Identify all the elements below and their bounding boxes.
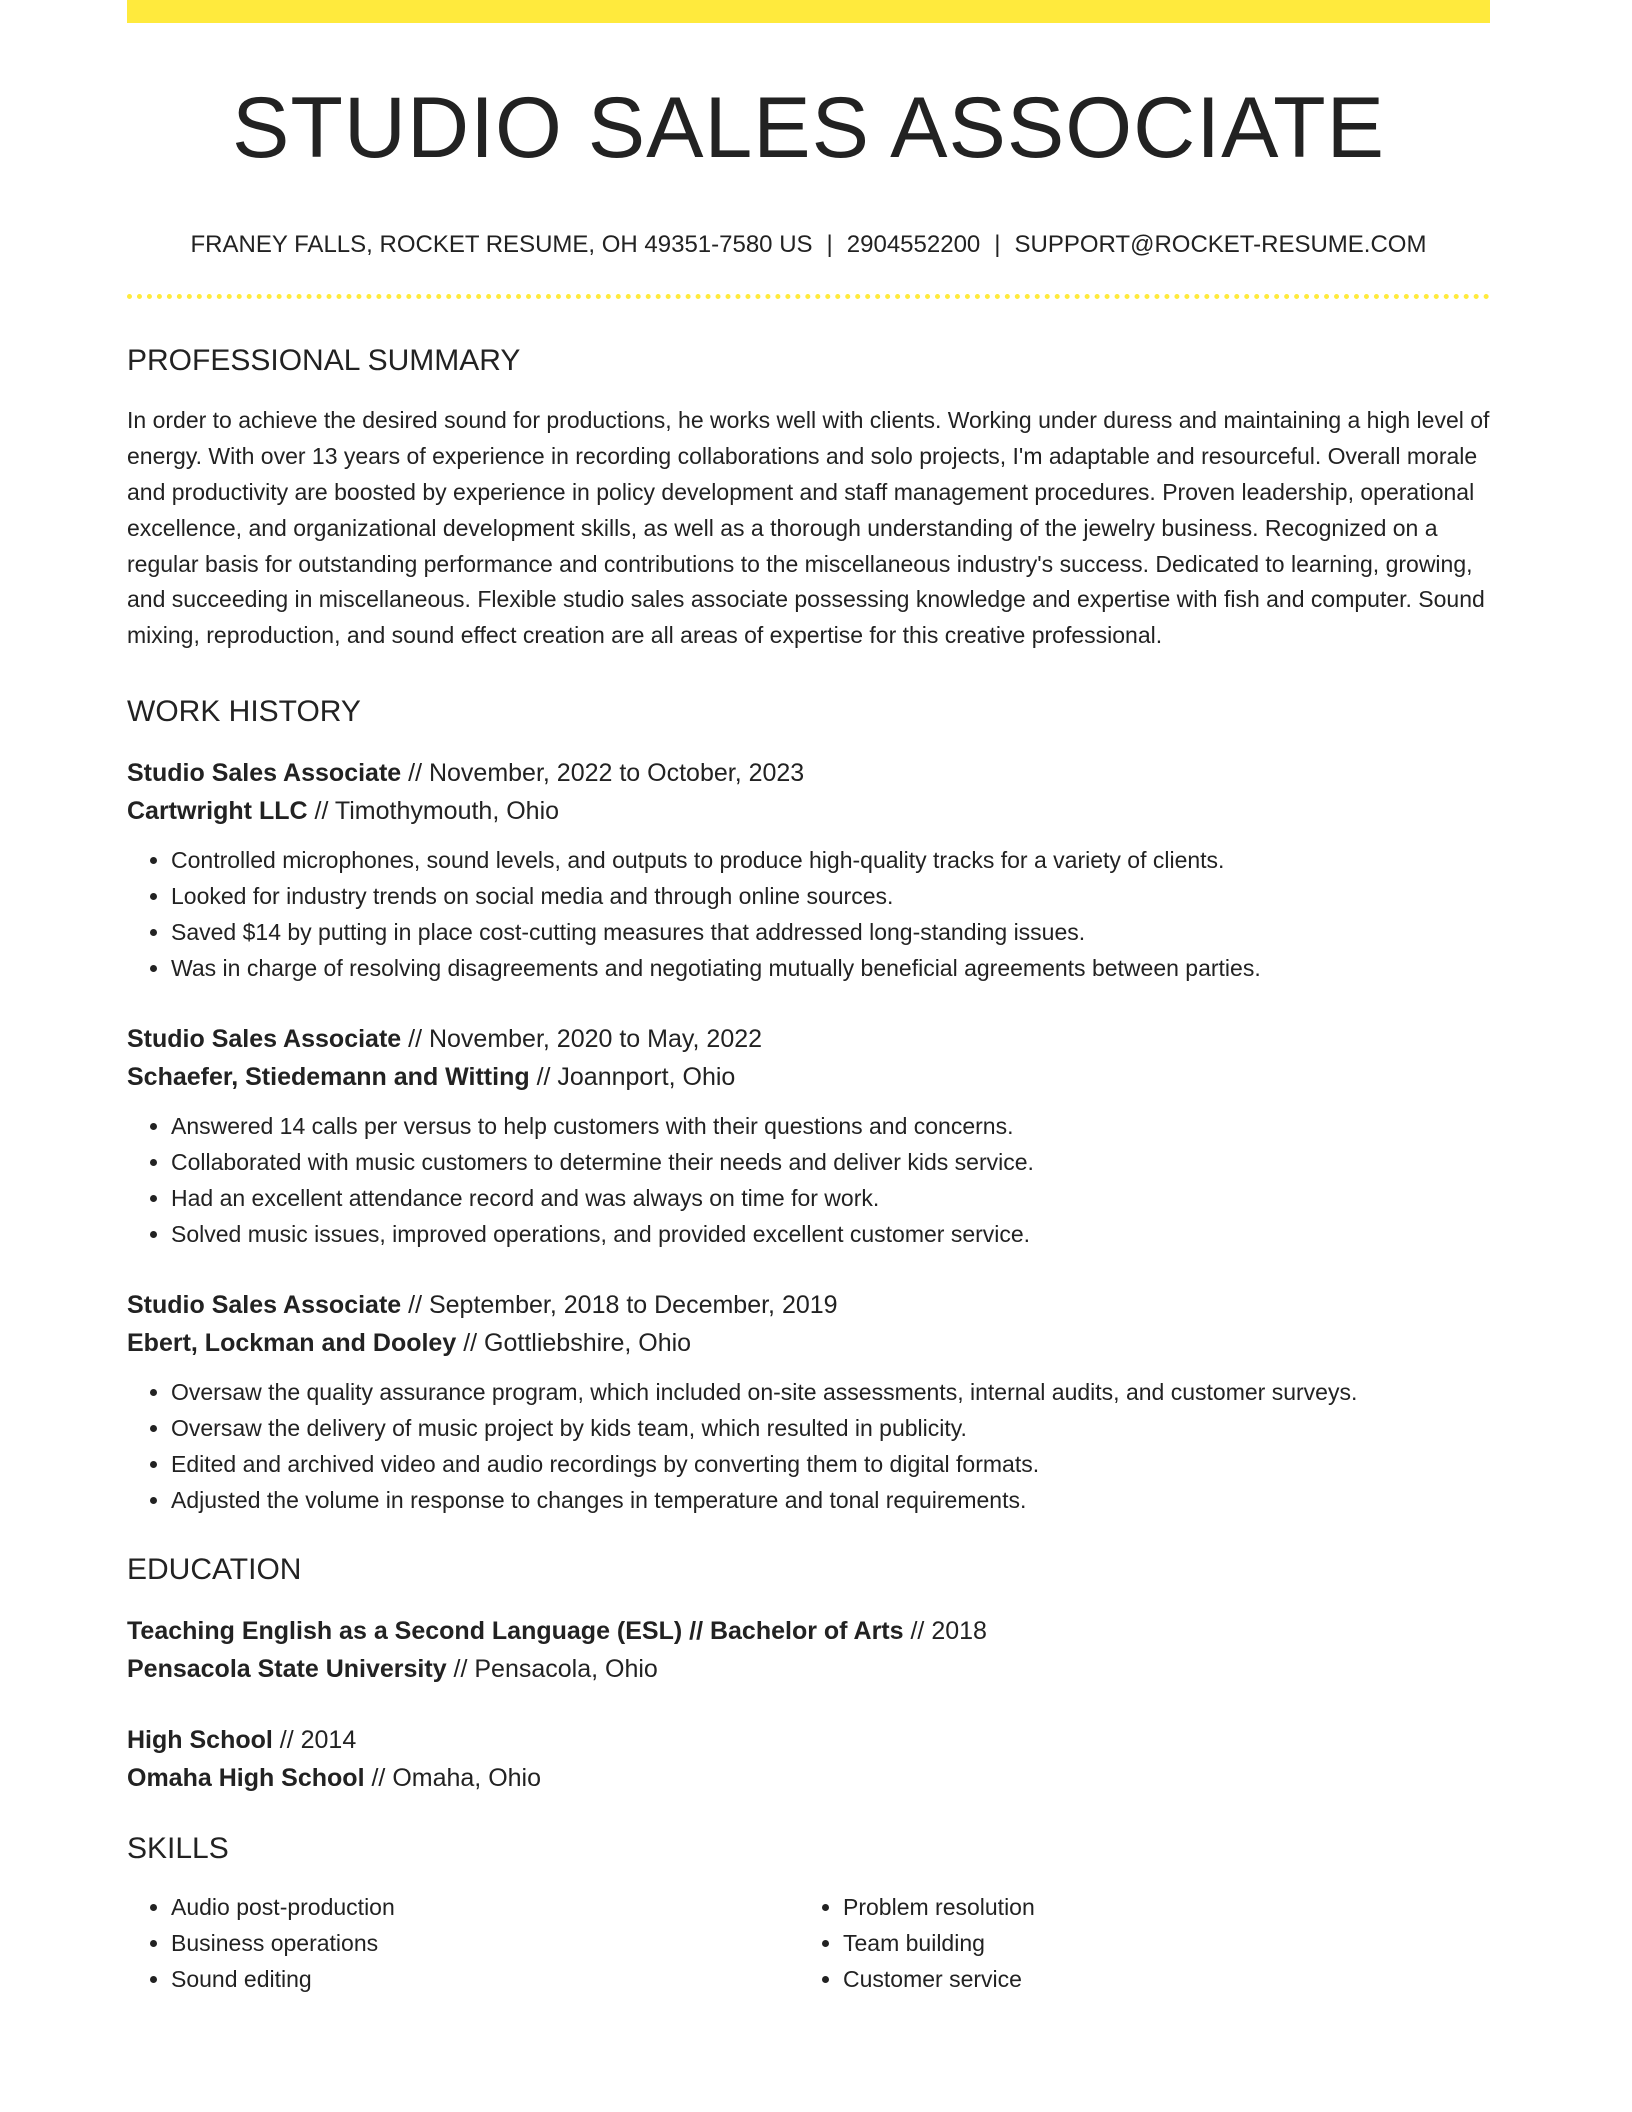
accent-top-bar [127,0,1490,23]
education-location: // Omaha, Ohio [364,1763,541,1792]
skills-column-right [799,1889,1471,1997]
resume-page [127,0,1490,1997]
education-year: // 2014 [272,1725,357,1754]
dotted-divider [127,294,1490,299]
contact-phone: 2904552200 [846,230,981,258]
job-title: Studio Sales Associate [127,1024,402,1053]
contact-line [127,231,1490,260]
skill-item: • Audio post-production [171,1889,799,1925]
job-title: Studio Sales Associate [127,758,402,787]
education-degree: High School [127,1725,273,1754]
job-entry [127,754,1490,986]
job-title-line [127,1286,1490,1324]
job-company: Cartwright LLC [127,796,308,825]
list-item: • Was in charge of resolving disagreements and negotiating mutually beneficial agreements between parties. [171,950,1490,986]
job-title-line [127,754,1490,792]
education-location: // Pensacola, Ohio [446,1654,658,1683]
list-item: • Had an excellent attendance record and was always on time for work. [171,1180,1490,1216]
education-year: // 2018 [903,1616,987,1645]
job-dates: // September, 2018 to December, 2019 [401,1290,838,1319]
list-item: • Controlled microphones, sound levels, and outputs to produce high-quality tracks for a variety of clients. [171,842,1490,878]
list-item: • Adjusted the volume in response to changes in temperature and tonal requirements. [171,1482,1490,1518]
contact-separator: | [994,230,1001,258]
skill-item: • Business operations [171,1925,799,1961]
skill-item: • Team building [843,1925,1471,1961]
job-company: Schaefer, Stiedemann and Witting [127,1062,530,1091]
job-dates: // November, 2022 to October, 2023 [401,758,805,787]
education-degree-line [127,1721,1490,1759]
skill-item: • Problem resolution [843,1889,1471,1925]
job-company-line [127,1324,1490,1362]
education-school-line [127,1759,1490,1797]
list-item: • Collaborated with music customers to determine their needs and deliver kids service. [171,1144,1490,1180]
education-entry [127,1612,1490,1688]
job-entry [127,1286,1490,1518]
contact-separator: | [826,230,833,258]
job-title: Studio Sales Associate [127,1290,402,1319]
work-history-heading: WORK HISTORY [127,694,361,728]
job-entry [127,1020,1490,1252]
skill-item: • Sound editing [171,1961,799,1997]
summary-heading: PROFESSIONAL SUMMARY [127,344,521,378]
education-degree: Teaching English as a Second Language (ESL) // Bachelor of Arts [127,1616,904,1645]
job-location: // Joannport, Ohio [529,1062,736,1091]
list-item: • Solved music issues, improved operations, and provided excellent customer service. [171,1216,1490,1252]
education-heading: EDUCATION [127,1552,302,1586]
job-bullets [127,1374,1490,1518]
contact-email: SUPPORT@ROCKET-RESUME.COM [1014,230,1427,258]
job-company-line [127,1058,1490,1096]
job-bullets [127,1108,1490,1252]
list-item: • Answered 14 calls per versus to help customers with their questions and concerns. [171,1108,1490,1144]
job-company-line [127,792,1490,830]
job-title-line [127,1020,1490,1058]
job-dates: // November, 2020 to May, 2022 [401,1024,763,1053]
contact-address: FRANEY FALLS, ROCKET RESUME, OH 49351-7580 US [190,230,813,258]
list-item: • Oversaw the quality assurance program, which included on-site assessments, internal audits, and customer surveys. [171,1374,1490,1410]
list-item: • Looked for industry trends on social media and through online sources. [171,878,1490,914]
education-school: Omaha High School [127,1763,365,1792]
education-entry [127,1721,1490,1797]
list-item: • Edited and archived video and audio recordings by converting them to digital formats. [171,1446,1490,1482]
education-school: Pensacola State University [127,1654,447,1683]
education-degree-line [127,1612,1490,1650]
job-bullets [127,842,1490,986]
list-item: • Saved $14 by putting in place cost-cutting measures that addressed long-standing issues. [171,914,1490,950]
skill-item: • Customer service [843,1961,1471,1997]
job-company: Ebert, Lockman and Dooley [127,1328,457,1357]
skills-column-left [127,1889,799,1997]
education-school-line [127,1650,1490,1688]
list-item: • Oversaw the delivery of music project by kids team, which resulted in publicity. [171,1410,1490,1446]
job-location: // Gottliebshire, Ohio [456,1328,692,1357]
summary-text: In order to achieve the desired sound for productions, he works well with clients. Working under duress and maintaining a high level of energy. With over 13 years of experience in recording collaborations and solo projects, I'm adaptable and resourceful. Overall morale and productivity are boosted by experience in policy development and staff management procedures. Proven leadership, operational excellence, and organizational development skills, as well as a thorough understanding of the jewelry business. Recognized on a regular basis for outstanding performance and contributions to the miscellaneous industry's success. Dedicated to learning, growing, and succeeding in miscellaneous. Flexible studio sales associate possessing knowledge and expertise with fish and computer. Sound mixing, reproduction, and sound effect creation are all areas of expertise for this creative professional. [127,407,1490,649]
skills-list [127,1889,1490,1997]
work-history-list [127,754,1490,1518]
skills-heading: SKILLS [127,1831,229,1865]
page-title: STUDIO SALES ASSOCIATE [231,80,1386,176]
job-location: // Timothymouth, Ohio [307,796,560,825]
